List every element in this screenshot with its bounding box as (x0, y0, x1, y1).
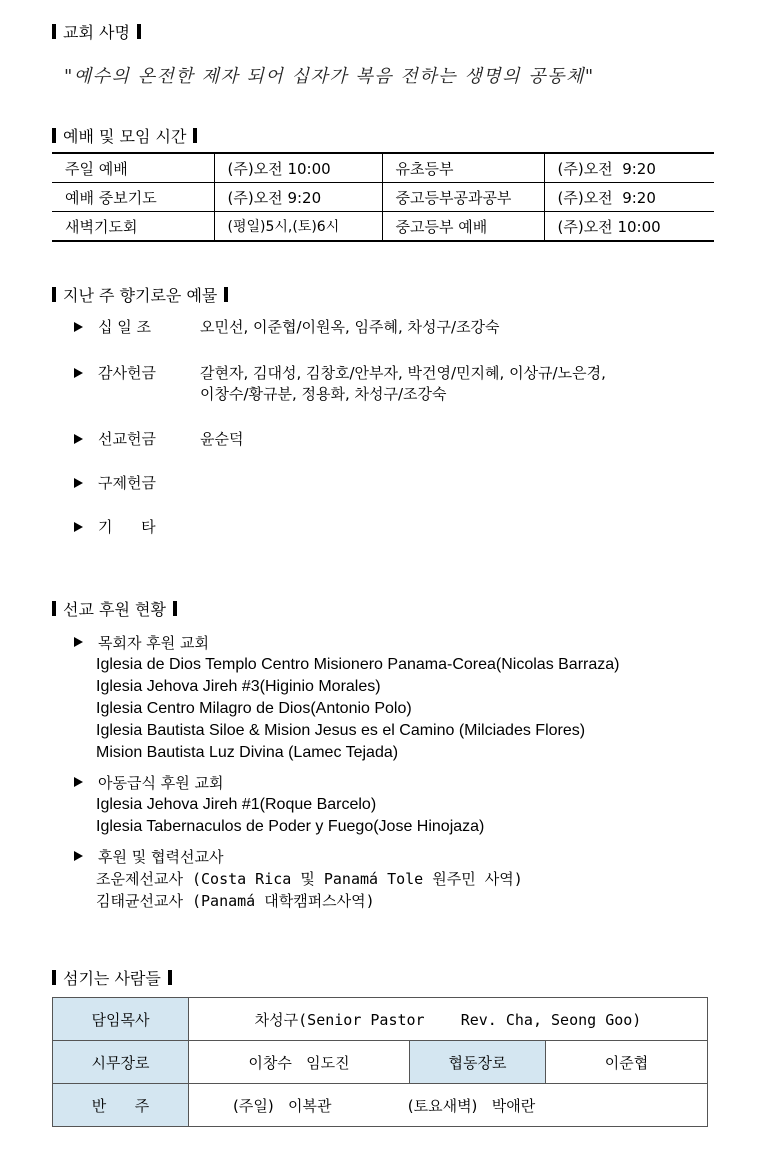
schedule-cell: 주일 예배 (52, 153, 214, 183)
schedule-cell: (주)오전 10:00 (544, 212, 714, 242)
triangle-bullet-icon (74, 522, 83, 532)
title-bar-left (52, 601, 56, 616)
title-bar-right (193, 128, 197, 143)
accompanist-label: 반 주 (53, 1084, 189, 1127)
triangle-bullet-icon (74, 851, 83, 861)
title-bar-right (168, 970, 172, 985)
worship-title: 예배 및 모임 시간 (63, 127, 187, 146)
mission-title: 교회 사명 (63, 23, 130, 42)
table-row (52, 212, 714, 242)
triangle-bullet-icon (74, 434, 83, 444)
list-item: Iglesia Bautista Siloe & Mision Jesus es el Camino (Milciades Flores) (96, 722, 586, 739)
mission-group-pastors (72, 632, 619, 764)
offering-item-tithe (72, 317, 500, 338)
section-title-offerings (52, 283, 228, 306)
servants-table (52, 997, 708, 1127)
table-row (53, 1084, 708, 1127)
worship-schedule-table (52, 152, 714, 242)
section-title-worship (52, 124, 197, 147)
senior-pastor-value: 차성구(Senior Pastor Rev. Cha, Seong Goo) (189, 998, 708, 1041)
elder-label: 시무장로 (53, 1041, 189, 1084)
missions-title: 선교 후원 현황 (63, 600, 166, 619)
title-bar-right (137, 24, 141, 39)
mission-group-heading: 아동급식 후원 교회 (98, 774, 224, 792)
offering-item-mission (72, 429, 243, 450)
offering-label: 선교헌금 (98, 430, 156, 448)
list-item: Iglesia Tabernaculos de Poder y Fuego(Jose Hinojaza) (96, 818, 485, 835)
mission-group-meals (72, 772, 619, 838)
triangle-bullet-icon (74, 322, 83, 332)
triangle-bullet-icon (74, 368, 83, 378)
mission-support-list (72, 632, 619, 920)
title-bar-right (173, 601, 177, 616)
section-title-missions (52, 597, 177, 620)
offering-label: 구제헌금 (98, 474, 156, 492)
schedule-cell: 중고등부공과공부 (382, 183, 544, 212)
section-title-servants (52, 966, 172, 989)
list-item: Iglesia Jehova Jireh #1(Roque Barcelo) (96, 796, 377, 813)
table-row (52, 153, 714, 183)
title-bar-left (52, 24, 56, 39)
mission-group-heading: 후원 및 협력선교사 (98, 848, 224, 866)
title-bar-left (52, 287, 56, 302)
offering-item-relief (72, 473, 200, 494)
offering-names: 윤순덕 (200, 430, 244, 448)
offering-item-thanks (72, 363, 606, 405)
schedule-cell: 중고등부 예배 (382, 212, 544, 242)
mission-group-heading: 목회자 후원 교회 (98, 634, 209, 652)
offering-names: 오민선, 이준협/이원옥, 임주혜, 차성구/조강숙 (200, 318, 500, 336)
offering-item-other (72, 517, 200, 538)
title-bar-left (52, 970, 56, 985)
mission-group-missionaries (72, 846, 619, 912)
offering-label: 십 일 조 (98, 318, 152, 336)
schedule-cell: 예배 중보기도 (52, 183, 214, 212)
list-item: Iglesia de Dios Templo Centro Misionero Panama-Corea(Nicolas Barraza) (96, 656, 620, 673)
list-item: Iglesia Centro Milagro de Dios(Antonio Polo) (96, 700, 412, 717)
offering-label: 기 타 (98, 518, 156, 536)
offering-label: 감사헌금 (98, 364, 156, 382)
list-item: 조운제선교사 (Costa Rica 및 Panamá Tole 원주민 사역) (96, 870, 523, 888)
coop-elder-label: 협동장로 (410, 1041, 546, 1084)
section-title-mission (52, 20, 141, 43)
list-item: Iglesia Jehova Jireh #3(Higinio Morales) (96, 678, 381, 695)
triangle-bullet-icon (74, 637, 83, 647)
table-row (53, 998, 708, 1041)
elder-value: 이창수 임도진 (189, 1041, 410, 1084)
schedule-cell: (주)오전 9:20 (544, 183, 714, 212)
triangle-bullet-icon (74, 478, 83, 488)
triangle-bullet-icon (74, 777, 83, 787)
offering-names-cont: 이창수/황규분, 정용화, 차성구/조강숙 (200, 385, 447, 403)
accompanist-value: (주일) 이복관 (토요새벽) 박애란 (189, 1084, 708, 1127)
coop-elder-value: 이준협 (546, 1041, 708, 1084)
schedule-cell: (평일)5시,(토)6시 (214, 212, 382, 242)
table-row (53, 1041, 708, 1084)
title-bar-right (224, 287, 228, 302)
servants-title: 섬기는 사람들 (63, 969, 161, 988)
title-bar-left (52, 128, 56, 143)
schedule-cell: (주)오전 9:20 (214, 183, 382, 212)
schedule-cell: (주)오전 9:20 (544, 153, 714, 183)
table-row (52, 183, 714, 212)
schedule-cell: 유초등부 (382, 153, 544, 183)
list-item: Mision Bautista Luz Divina (Lamec Tejada) (96, 744, 399, 761)
church-motto: "예수의 온전한 제자 되어 십자가 복음 전하는 생명의 공동체" (64, 66, 595, 87)
schedule-cell: (주)오전 10:00 (214, 153, 382, 183)
list-item: 김태균선교사 (Panamá 대학캠퍼스사역) (96, 892, 375, 910)
offerings-title: 지난 주 향기로운 예물 (63, 286, 218, 305)
offering-names: 갈현자, 김대성, 김창호/안부자, 박건영/민지혜, 이상규/노은경, (200, 364, 606, 382)
senior-pastor-label: 담임목사 (53, 998, 189, 1041)
schedule-cell: 새벽기도회 (52, 212, 214, 242)
